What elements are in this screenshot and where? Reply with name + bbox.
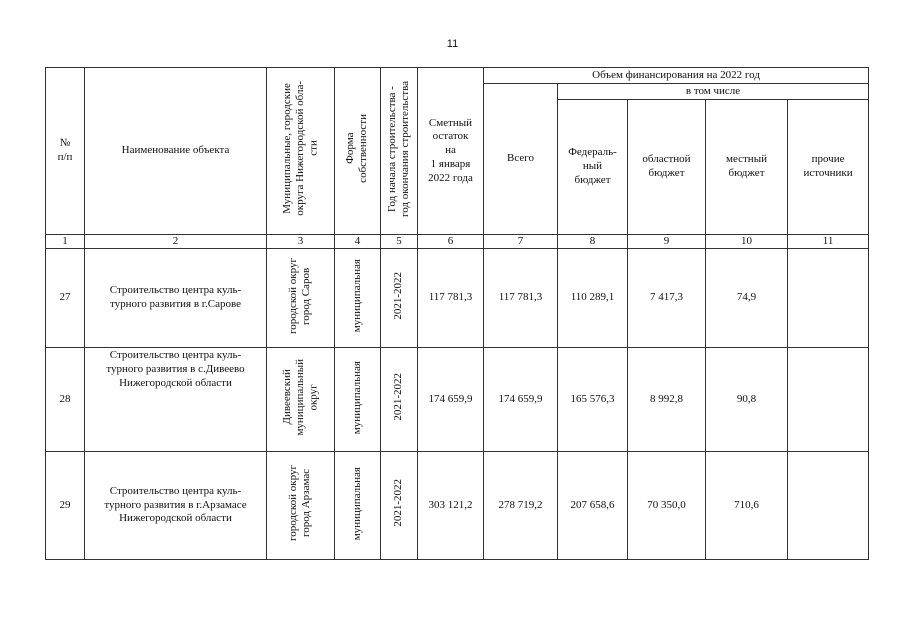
column-number: 9 [628, 235, 706, 249]
row-federal: 165 576,3 [558, 348, 628, 452]
row-other [788, 348, 869, 452]
header-no [46, 68, 85, 235]
header-estimate [418, 68, 484, 235]
table-row [46, 348, 869, 452]
row-ownership-text: муниципальная [350, 360, 363, 434]
funding-table [45, 67, 869, 560]
row-no: 29 [46, 452, 85, 560]
column-number-row [46, 235, 869, 249]
column-number: 8 [558, 235, 628, 249]
page-number: 11 [446, 38, 459, 50]
row-local: 90,8 [706, 348, 788, 452]
row-no: 28 [46, 348, 85, 452]
row-municipality-text: городской округ город Саров [287, 257, 313, 334]
row-local: 710,6 [706, 452, 788, 560]
row-total: 117 781,3 [484, 249, 558, 348]
row-ownership-text: муниципальная [350, 466, 363, 540]
header-other-text: прочие источники [803, 153, 853, 179]
column-number: 3 [267, 235, 335, 249]
row-ownership-text: муниципальная [350, 259, 363, 333]
row-name [85, 348, 267, 452]
row-years [381, 452, 418, 560]
column-number: 1 [46, 235, 85, 249]
header-federal [558, 100, 628, 235]
header-federal-text: Федераль- ный бюджет [568, 146, 617, 186]
row-ownership [335, 348, 381, 452]
header-ownership-text: Форма собственности [344, 114, 370, 184]
header-name [85, 68, 267, 235]
row-local: 74,9 [706, 249, 788, 348]
row-regional: 7 417,3 [628, 249, 706, 348]
row-municipality-text: Дивеевский муниципальный округ [280, 358, 320, 436]
row-other [788, 249, 869, 348]
row-name [85, 452, 267, 560]
table-row [46, 452, 869, 560]
row-years-text: 2021-2022 [392, 271, 405, 320]
header-local [706, 100, 788, 235]
header-local-text: местный бюджет [726, 153, 767, 179]
header-regional-text: областной бюджет [642, 153, 691, 179]
row-municipality [267, 348, 335, 452]
header-municipality-text: Муниципальные, городские округа Нижегородской обла- сти [280, 81, 320, 216]
header-name-text: Наименование объекта [121, 144, 230, 157]
row-federal: 207 658,6 [558, 452, 628, 560]
header-no-text: № п/п [57, 137, 73, 163]
row-years [381, 249, 418, 348]
row-municipality-text: городской округ город Арзамас [287, 465, 313, 542]
column-number: 5 [381, 235, 418, 249]
row-regional: 8 992,8 [628, 348, 706, 452]
row-total: 278 719,2 [484, 452, 558, 560]
header-regional [628, 100, 706, 235]
row-estimate: 174 659,9 [418, 348, 484, 452]
header-other [788, 100, 869, 235]
row-name-text: Строительство центра куль- турного развития в с.Дивеево Нижегородской области [106, 349, 245, 389]
column-number: 4 [335, 235, 381, 249]
table-row [46, 249, 869, 348]
row-years-text: 2021-2022 [392, 373, 405, 421]
row-federal: 110 289,1 [558, 249, 628, 348]
header-total-text: Всего [507, 152, 534, 165]
row-name-text: Строительство центра куль- турного развития в г.Сарове [109, 284, 242, 310]
row-estimate: 303 121,2 [418, 452, 484, 560]
row-ownership [335, 249, 381, 348]
row-years-text: 2021-2022 [392, 479, 405, 527]
header-funding-text: Объем финансирования на 2022 год [592, 68, 760, 81]
column-number: 10 [706, 235, 788, 249]
row-no: 27 [46, 249, 85, 348]
row-regional: 70 350,0 [628, 452, 706, 560]
column-number: 7 [484, 235, 558, 249]
row-years [381, 348, 418, 452]
row-municipality [267, 249, 335, 348]
row-ownership [335, 452, 381, 560]
row-total: 174 659,9 [484, 348, 558, 452]
row-estimate: 117 781,3 [418, 249, 484, 348]
header-years-text: Год начала строительства - год окончания строительства [385, 80, 411, 217]
column-number: 11 [788, 235, 869, 249]
row-municipality [267, 452, 335, 560]
row-other [788, 452, 869, 560]
header-including [558, 84, 869, 100]
header-total [484, 84, 558, 235]
row-name-text: Строительство центра куль- турного развития в г.Арзамасе Нижегородской области [104, 484, 247, 525]
header-years [381, 68, 418, 235]
header-ownership [335, 68, 381, 235]
column-number: 2 [85, 235, 267, 249]
row-name [85, 249, 267, 348]
header-funding [484, 68, 869, 84]
header-municipality [267, 68, 335, 235]
header-including-text: в том числе [685, 84, 741, 97]
header-estimate-text: Сметный остаток на 1 января 2022 года [428, 116, 473, 184]
column-number: 6 [418, 235, 484, 249]
